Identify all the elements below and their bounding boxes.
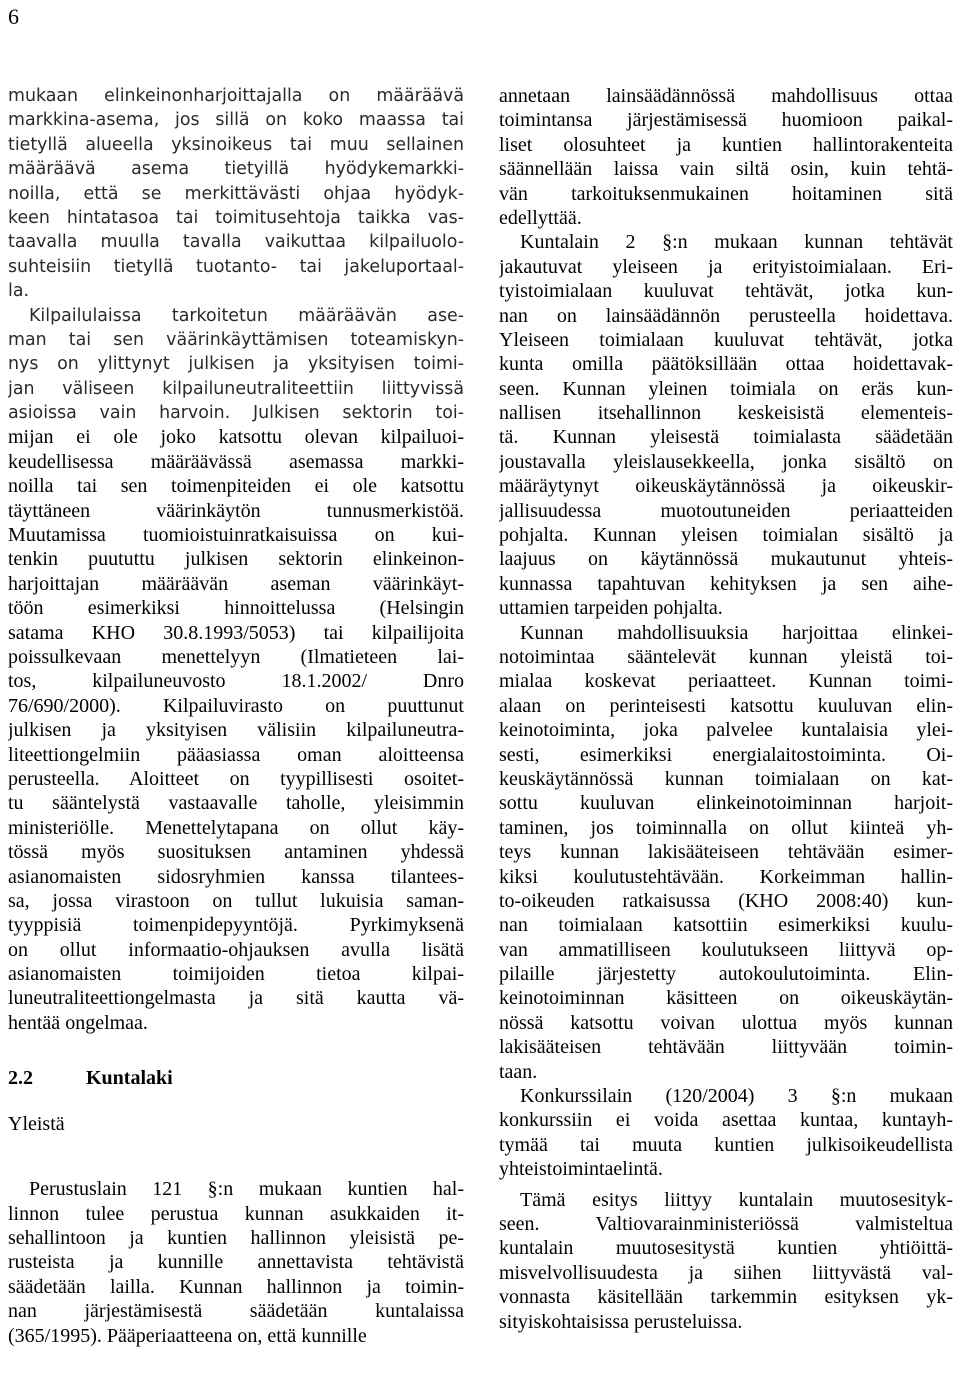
left-paragraph-3 — [8, 1177, 464, 1348]
section-title: Kuntalaki — [86, 1067, 173, 1090]
text-line: on ollut informaatio-ohjauksen avulla lisätä — [8, 938, 464, 961]
right-paragraph-1 — [499, 84, 953, 230]
text-line: luneutraliteettiongelmasta ja sitä kautta vä- — [8, 987, 464, 1010]
section-number: 2.2 — [8, 1067, 33, 1090]
text-line: taminen, jos toiminnalla on ollut kiinteä yh- — [499, 816, 953, 839]
right-paragraph-2 — [499, 230, 953, 620]
text-line: pohjalta. Kunnan yleisen toimialan sisältö ja — [499, 524, 953, 547]
text-line: harjoittajan määräävän aseman väärinkäyt- — [8, 572, 464, 595]
text-line: la. — [8, 281, 30, 302]
text-line: konkurssiin ei voida asettaa kuntaa, kuntayh- — [499, 1109, 953, 1132]
subsection-title: Yleistä — [8, 1113, 65, 1136]
text-line: 76/690/2000). Kilpailuvirasto on puuttunut — [8, 694, 464, 717]
text-line: määräytynyt oikeuskäytännössä ja oikeuskir- — [499, 475, 953, 498]
text-line: Kunnan mahdollisuuksia harjoittaa elinkei- — [520, 621, 953, 644]
text-line: täyttäneen väärinkäytön tunnusmerkistöä. — [8, 499, 464, 522]
text-line: alaan on perinteisesti katsottu kuuluvan elin- — [499, 694, 953, 717]
text-line: nössä katsottu voivan ulottua myös kunnan — [499, 1011, 953, 1034]
text-line: ministeriölle. Menettelytapana on ollut käy- — [8, 816, 464, 839]
text-line: tymää tai muuta kuntien julkisoikeudellista — [499, 1133, 953, 1156]
section-heading — [8, 1065, 464, 1091]
text-line: kunta omilla päätöksillään ottaa hoidettavak- — [499, 353, 953, 376]
text-line: rusteista ja kunnille annettavista tehtävistä — [8, 1251, 464, 1274]
text-line: joustavalla yleislausekkeella, jonka sisältö on — [499, 450, 953, 473]
text-line: Kilpailulaissa tarkoitetun määräävän ase- — [29, 305, 464, 326]
text-line: Tämä esitys liittyy kuntalain muutosesityk- — [520, 1188, 953, 1211]
text-line: keen hintatasoa tai toimitusehtoja taikka vas- — [8, 207, 464, 228]
text-line: mialaa koskevat periaatteet. Kunnan toimi- — [499, 670, 953, 693]
text-line: keinotoiminta, joka palvelee kuntalaisia ylei- — [499, 719, 953, 742]
text-line: mukaan elinkeinonharjoittajalla on määräävä — [8, 86, 464, 106]
text-line: asianomaisten sidosryhmien kanssa tilantees- — [8, 865, 464, 888]
text-line: määräävä asema tietyillä hyödykemarkki- — [8, 159, 464, 180]
text-line: suhteisiin tietyllä tuotanto- tai jakeluportaal- — [8, 256, 464, 277]
text-line: kiksi koulutustehtävään. Korkeimman hallin- — [499, 865, 953, 888]
text-line: jallisuudessa muotoutuneiden periaatteiden — [499, 499, 953, 522]
text-line: man tai sen väärinkäyttämisen toteamiskyn- — [8, 329, 464, 350]
text-line: nallisen itsehallinnon keskeisistä elementeis- — [499, 402, 953, 425]
text-line: teys kunnan lakisääteiseen tehtävään esimer- — [499, 841, 953, 864]
text-line: keuskäytännössä kunnan toimialaan on kat- — [499, 767, 953, 790]
text-line: liset olosuhteet ja kuntien hallintorakenteita — [499, 133, 953, 156]
text-line: linnon tulee perustua kunnan asukkaiden it- — [8, 1202, 464, 1225]
text-line: tyyppisiä toimenpidepyyntöjä. Pyrkimyksenä — [8, 914, 464, 937]
text-line: sottu kuuluvan elinkeinotoiminnan harjoit- — [499, 792, 953, 815]
left-column — [8, 84, 464, 1348]
text-line: seen. Kunnan yleinen toimiala on eräs kun- — [499, 377, 953, 400]
text-line: asioissa vain harvoin. Julkisen sektorin toi- — [8, 403, 464, 424]
right-column — [499, 84, 953, 1334]
text-line: keudellisessa määräävässä asemassa markki- — [8, 450, 464, 473]
text-line: taavalla muulla tavalla vaikuttaa kilpailuolo- — [8, 232, 464, 253]
text-line: perusteella. Aloitteet on tyypillisesti osoitet- — [8, 767, 464, 790]
text-line: toimintansa järjestämisessä huomioon paikal- — [499, 109, 953, 132]
text-line: seen. Valtiovarainministeriössä valmisteltua — [499, 1212, 953, 1235]
text-line: asianomaisten toimijoiden tietoa kilpai- — [8, 963, 464, 986]
text-line: lakisääteisen tehtävään liittyvään toimin- — [499, 1036, 953, 1059]
text-line: poissulkevaan menettelyyn (Ilmatieteen lai- — [8, 645, 464, 668]
text-line: sityiskohtaisissa perusteluissa. — [499, 1310, 743, 1333]
text-line: Yleiseen toimialaan kuuluvat tehtävät, jotka — [499, 328, 953, 351]
text-line: Perustuslain 121 §:n mukaan kuntien hal- — [29, 1178, 464, 1201]
text-line: laajuus on käytännössä mukautunut yhteis- — [499, 548, 953, 571]
text-line: tyistoimialaan kuuluvat tehtävät, jotka kun- — [499, 280, 953, 303]
text-line: tenkin puututtu julkisen sektorin elinkeinon- — [8, 548, 464, 571]
text-line: misvelvollisuudesta ja siihen liittyvästä val- — [499, 1261, 953, 1284]
text-line: liteettiongelmiin pääasiassa oman aloitteensa — [8, 743, 464, 766]
right-paragraph-4 — [499, 1084, 953, 1182]
text-line: uttamien tarpeiden pohjalta. — [499, 597, 723, 620]
text-line: nan toimialaan katsottiin esimerkiksi kuulu- — [499, 914, 953, 937]
text-line: säännellään laissa vain siltä osin, kuin tehtä- — [499, 158, 953, 181]
text-line: mijan ei ole joko katsottu olevan kilpailuoi- — [8, 426, 464, 449]
text-line: van ammatilliseen koulutukseen liittyvä op- — [499, 938, 953, 961]
left-paragraph-1 — [8, 84, 464, 304]
text-line: säädetään lailla. Kunnan hallinnon ja toimin- — [8, 1275, 464, 1298]
text-line: kunnassa tapahtuvan kehityksen ja sen aihe- — [499, 572, 953, 595]
right-paragraph-5 — [499, 1188, 953, 1334]
text-line: kuntalain muutosesitystä kuntien yhtiöittä- — [499, 1237, 953, 1260]
text-line: sehallintoon ja kuntien hallinnon yleisistä pe- — [8, 1227, 464, 1250]
text-line: tössä myös suosituksen antaminen yhdessä — [8, 841, 464, 864]
text-line: annetaan lainsäädännössä mahdollisuus ottaa — [499, 85, 953, 107]
text-line: vonnasta käsitellään tarkemmin esityksen yk- — [499, 1286, 953, 1309]
text-line: markkina-asema, jos sillä on koko maassa tai — [8, 110, 464, 131]
text-line: tu sääntelystä vastaavalle taholle, yleisimmin — [8, 792, 464, 815]
text-line: to-oikeuden ratkaisussa (KHO 2008:40) kun- — [499, 889, 953, 912]
text-line: noilla tai sen toimenpiteiden ei ole katsottu — [8, 475, 464, 498]
text-line: vän tarkoituksenmukainen hoitaminen sitä — [499, 182, 953, 205]
text-line: nan järjestämisestä säädetään kuntalaissa — [8, 1300, 464, 1323]
text-line: töön esimerkiksi hinnoittelussa (Helsingin — [8, 597, 464, 620]
text-line: noilla, että se merkittävästi ohjaa hyödyk- — [8, 183, 464, 204]
text-line: jan väliseen kilpailuneutraliteettiin liittyvissä — [8, 378, 464, 399]
text-line: Konkurssilain (120/2004) 3 §:n mukaan — [520, 1085, 953, 1108]
text-line: yhteistoimintaelintä. — [499, 1158, 663, 1181]
text-line: sesti, esimerkiksi energialaitostoiminta. Oi- — [499, 743, 953, 766]
text-line: tos, kilpailuneuvosto 18.1.2002/ Dnro — [8, 670, 464, 693]
text-line: pilaille järjestetty autokoulutoiminta. Elin- — [499, 963, 953, 986]
text-line: (365/1995). Pääperiaatteena on, että kunnille — [8, 1324, 367, 1347]
right-paragraph-3 — [499, 621, 953, 1084]
text-line: hentää ongelmaa. — [8, 1011, 148, 1034]
text-line: Kuntalain 2 §:n mukaan kunnan tehtävät — [520, 231, 953, 254]
page-number: 6 — [8, 4, 19, 29]
left-paragraph-2 — [8, 304, 464, 1036]
text-line: notoimintaa sääntelevät kunnan yleistä toi- — [499, 645, 953, 668]
text-line: satama KHO 30.8.1993/5053) tai kilpailijoita — [8, 621, 464, 644]
text-line: tä. Kunnan yleisestä toimialasta säädetään — [499, 426, 953, 449]
text-line: nys on ylittynyt julkisen ja yksityisen toimi- — [8, 354, 464, 375]
text-line: tietyllä alueella yksinoikeus tai muu sellainen — [8, 134, 464, 155]
text-line: nan on lainsäädännön perusteella hoidettava. — [499, 304, 953, 327]
text-line: edellyttää. — [499, 206, 582, 229]
text-line: sa, jossa virastoon on tullut lukuisia saman- — [8, 889, 464, 912]
text-line: julkisen ja yksityisen välisiin kilpailuneutra- — [8, 719, 464, 742]
text-line: Muutamissa tuomioistuinratkaisuissa on kui- — [8, 524, 464, 547]
text-line: taan. — [499, 1060, 538, 1083]
text-line: jakautuvat yleiseen ja erityistoimialaan. Eri- — [499, 255, 953, 278]
text-line: keinotoiminnan käsitteen on oikeuskäytän- — [499, 987, 953, 1010]
